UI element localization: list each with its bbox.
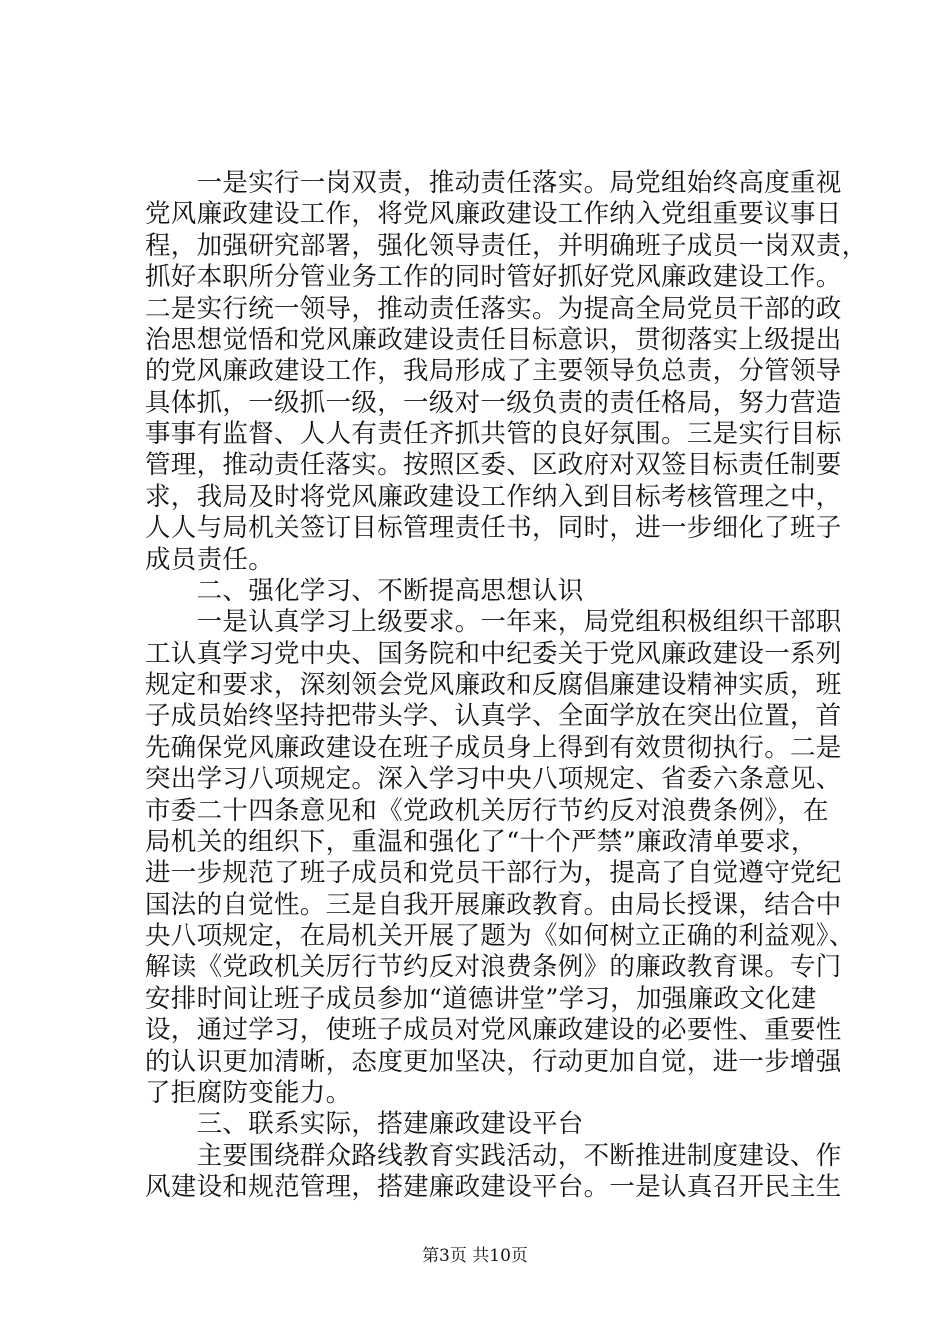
body-text-line: 规定和要求，深刻领会党风廉政和反腐倡廉建设精神实质，班 [145, 670, 842, 700]
body-text-line: 的认识更加清晰，态度更加坚决，行动更加自觉，进一步增强 [145, 1047, 842, 1077]
body-text-line: 事事有监督、人人有责任齐抓共管的良好氛围。三是实行目标 [145, 419, 842, 449]
body-text-line: 主要围绕群众路线教育实践活动，不断推进制度建设、作 [145, 1141, 842, 1171]
body-text-line: 了拒腐防变能力。 [145, 1078, 352, 1108]
body-text-line: 局机关的组织下，重温和强化了“十个严禁”廉政清单要求， [145, 827, 817, 857]
body-text-line: 设，通过学习，使班子成员对党风廉政建设的必要性、重要性 [145, 1015, 842, 1045]
body-text-line: 抓好本职所分管业务工作的同时管好抓好党风廉政建设工作。 [145, 262, 842, 292]
body-text-line: 管理，推动责任落实。按照区委、区政府对双签目标责任制要 [145, 450, 842, 480]
body-text-line: 人人与局机关签订目标管理责任书，同时，进一步细化了班子 [145, 513, 842, 543]
body-text-line: 安排时间让班子成员参加“道德讲堂”学习，加强廉政文化建 [145, 984, 817, 1014]
body-text-line: 国法的自觉性。三是自我开展廉政教育。由局长授课，结合中 [145, 890, 842, 920]
body-text-line: 解读《党政机关厉行节约反对浪费条例》的廉政教育课。专门 [145, 952, 842, 982]
body-text-line: 求，我局及时将党风廉政建设工作纳入到目标考核管理之中， [145, 482, 842, 512]
section-heading: 二、强化学习、不断提高思想认识 [145, 576, 584, 606]
body-text-line: 的党风廉政建设工作，我局形成了主要领导负总责，分管领导 [145, 356, 842, 386]
page-number-footer: 第3页 共10页 [422, 1246, 528, 1266]
body-text-line: 一是认真学习上级要求。一年来，局党组积极组织干部职 [145, 607, 842, 637]
body-text-line: 先确保党风廉政建设在班子成员身上得到有效贯彻执行。二是 [145, 733, 842, 763]
body-text-line: 风建设和规范管理，搭建廉政建设平台。一是认真召开民主生 [145, 1172, 842, 1202]
section-heading: 三、联系实际，搭建廉政建设平台 [145, 1109, 584, 1139]
body-text-line: 子成员始终坚持把带头学、认真学、全面学放在突出位置，首 [145, 701, 842, 731]
body-text-line: 工认真学习党中央、国务院和中纪委关于党风廉政建设一系列 [145, 639, 842, 669]
body-text-line: 进一步规范了班子成员和党员干部行为，提高了自觉遵守党纪 [145, 858, 842, 888]
body-text-line: 成员责任。 [145, 545, 275, 575]
body-text-line: 治思想觉悟和党风廉政建设责任目标意识，贯彻落实上级提出 [145, 325, 842, 355]
body-text-line: 央八项规定，在局机关开展了题为《如何树立正确的利益观》、 [145, 921, 855, 951]
body-text-line: 突出学习八项规定。深入学习中央八项规定、省委六条意见、 [145, 764, 842, 794]
body-text-line: 党风廉政建设工作，将党风廉政建设工作纳入党组重要议事日 [145, 199, 842, 229]
body-text-line: 市委二十四条意见和《党政机关厉行节约反对浪费条例》，在 [145, 796, 829, 826]
body-text-line: 二是实行统一领导，推动责任落实。为提高全局党员干部的政 [145, 294, 842, 324]
body-text-line: 具体抓，一级抓一级，一级对一级负责的责任格局，努力营造 [145, 388, 842, 418]
body-text-line: 一是实行一岗双责，推动责任落实。局党组始终高度重视 [145, 168, 842, 198]
body-text-line: 程，加强研究部署，强化领导责任，并明确班子成员一岗双责， [145, 231, 868, 261]
